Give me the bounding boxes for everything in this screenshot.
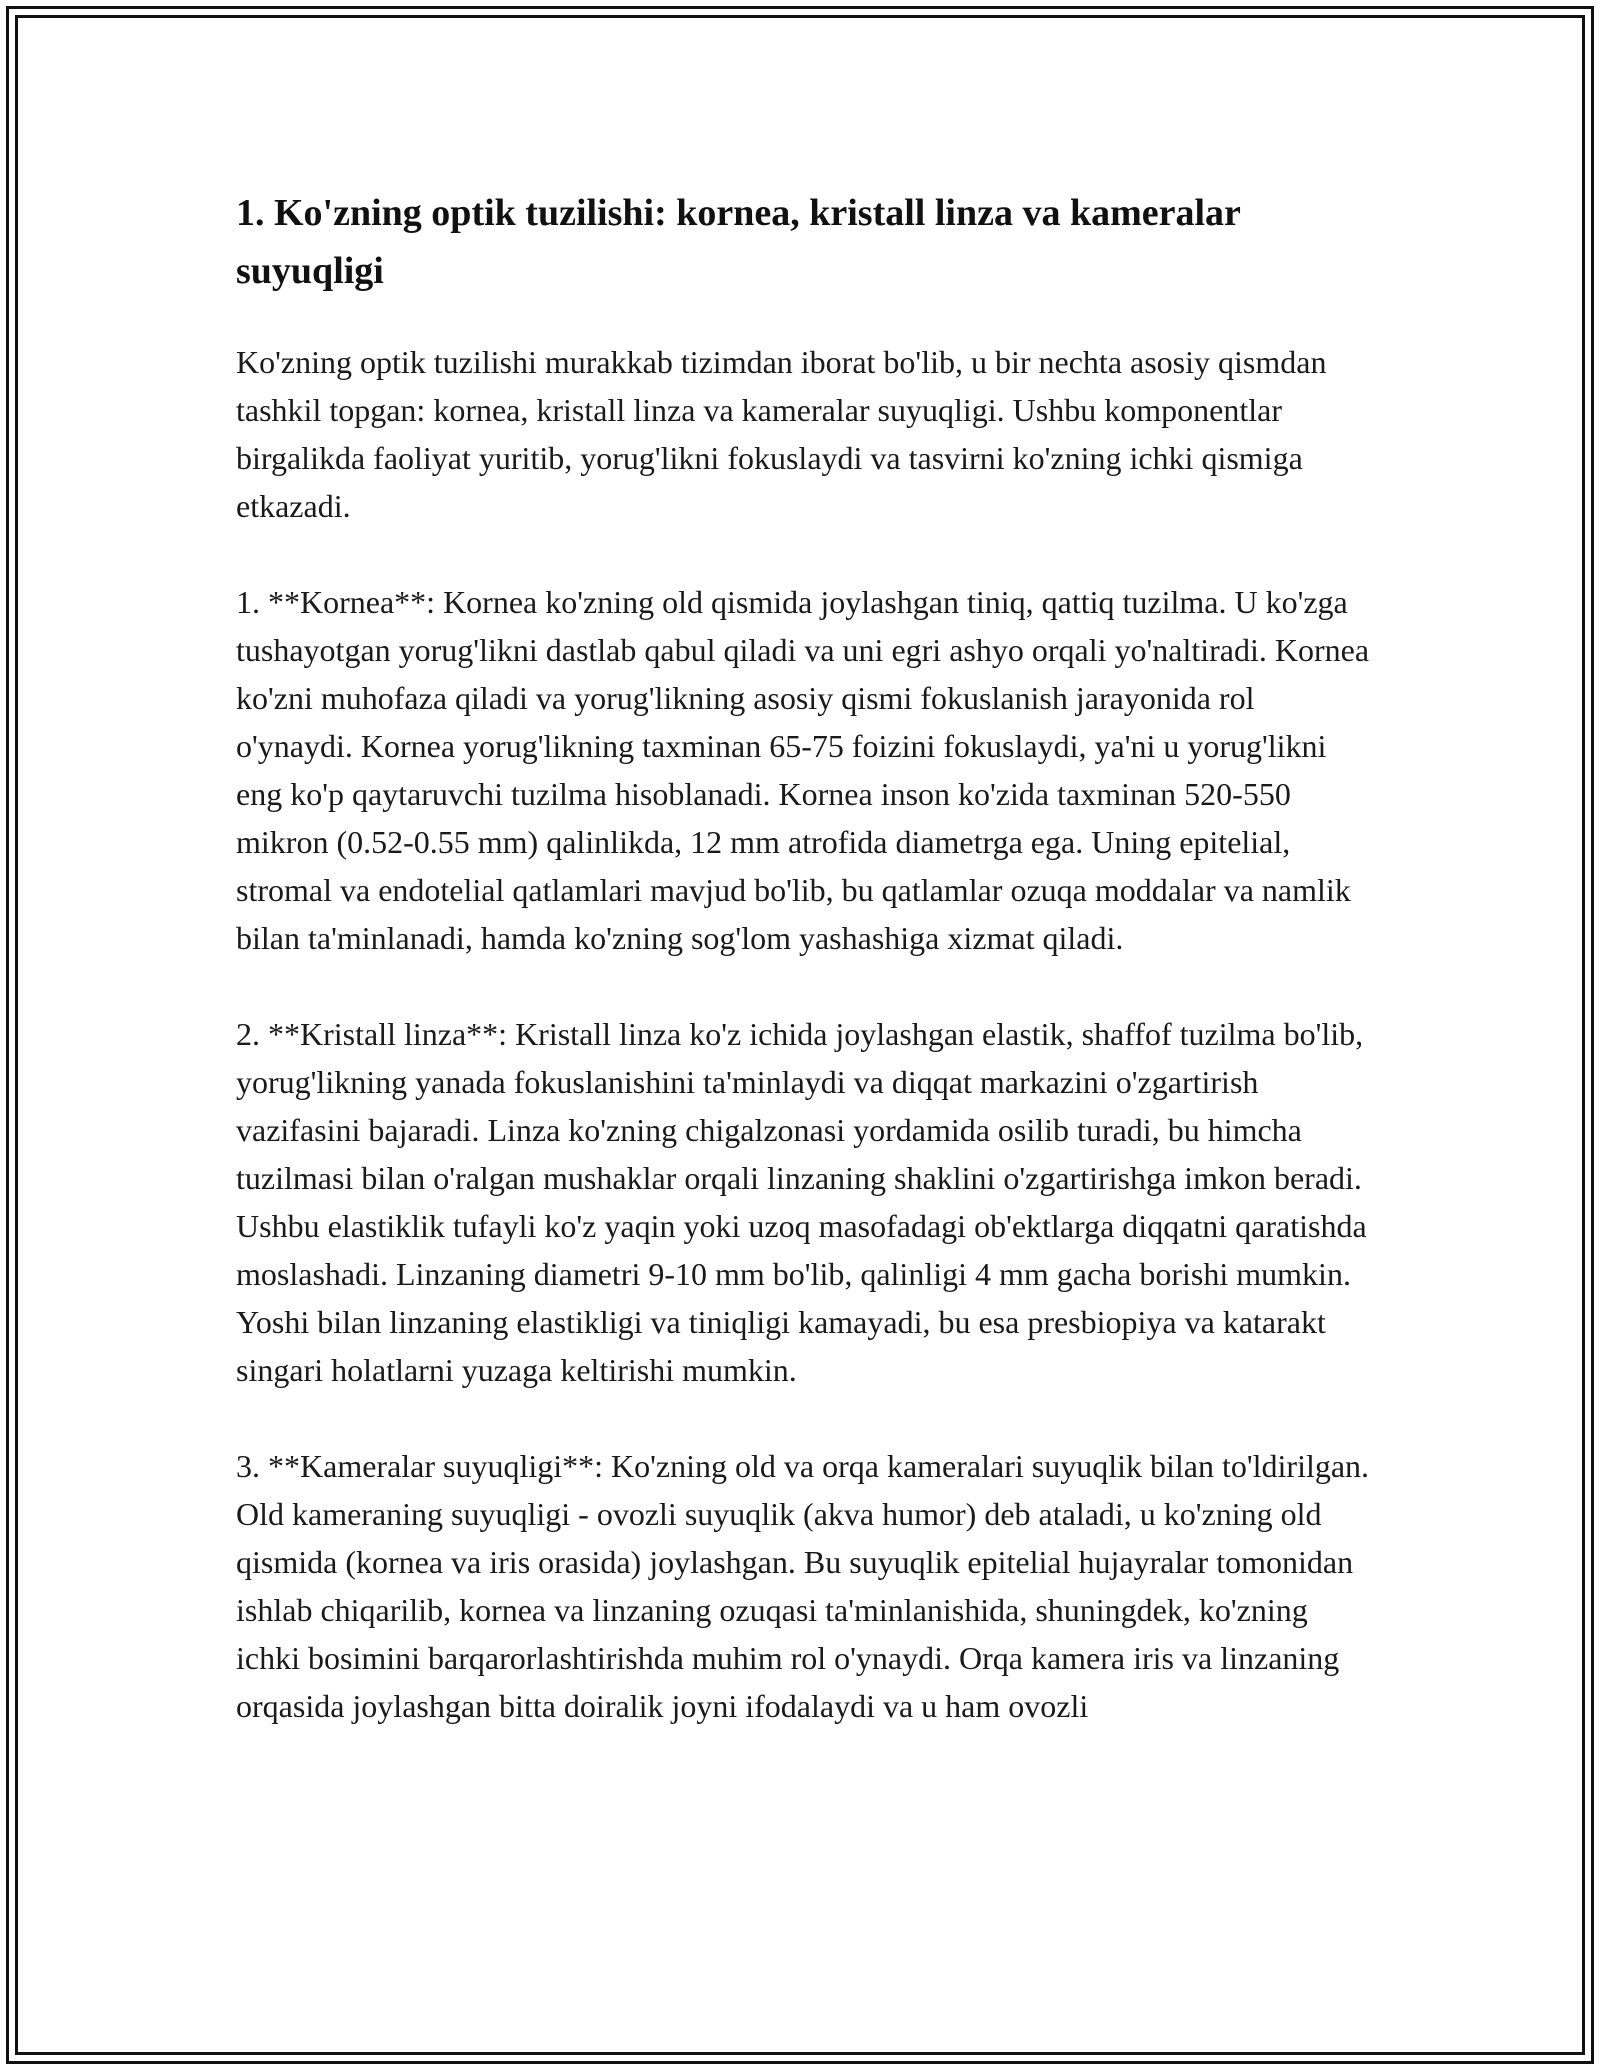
page-content xyxy=(236,184,1376,1730)
kristall-linza-paragraph: 2. **Kristall linza**: Kristall linza ko'z ichida joylashgan elastik, shaffof tuzilma bo'lib, yorug'likning yanada fokuslanishini ta'minlaydi va diqqat markazini o'zgartirish vazifasini bajaradi. Linza ko'zning chigalzonasi yordamida osilib turadi, bu himcha tuzilmasi bilan o'ralgan mushaklar orqali linzaning shaklini o'zgartirishga imkon beradi. Ushbu elastiklik tufayli ko'z yaqin yoki uzoq masofadagi ob'ektlarga diqqatni qaratishda moslashadi. Linzaning diametri 9-10 mm bo'lib, qalinligi 4 mm gacha borishi mumkin. Yoshi bilan linzaning elastikligi va tiniqligi kamayadi, bu esa presbiopiya va katarakt singari holatlarni yuzaga keltirishi mumkin. xyxy=(236,1016,1367,1388)
intro-paragraph: Ko'zning optik tuzilishi murakkab tizimdan iborat bo'lib, u bir nechta asosiy qismdan tashkil topgan: kornea, kristall linza va kameralar suyuqligi. Ushbu komponentlar birgalikda faoliyat yuritib, yorug'likni fokuslaydi va tasvirni ko'zning ichki qismiga etkazadi. xyxy=(236,344,1327,524)
kornea-paragraph: 1. **Kornea**: Kornea ko'zning old qismida joylashgan tiniq, qattiq tuzilma. U ko'zga tushayotgan yorug'likni dastlab qabul qiladi va uni egri ashyo orqali yo'naltiradi. Kornea ko'zni muhofaza qiladi va yorug'likning asosiy qismi fokuslanish jarayonida rol o'ynaydi. Kornea yorug'likning taxminan 65-75 foizini fokuslaydi, ya'ni u yorug'likni eng ko'p qaytaruvchi tuzilma hisoblanadi. Kornea inson ko'zida taxminan 520-550 mikron (0.52-0.55 mm) qalinlikda, 12 mm atrofida diametrga ega. Uning epitelial, stromal va endotelial qatlamlari mavjud bo'lib, bu qatlamlar ozuqa moddalar va namlik bilan ta'minlanadi, hamda ko'zning sog'lom yashashiga xizmat qiladi. xyxy=(236,584,1370,956)
section-heading: 1. Ko'zning optik tuzilishi: kornea, kristall linza va kameralar suyuqligi xyxy=(236,192,1241,292)
kameralar-suyuqligi-paragraph: 3. **Kameralar suyuqligi**: Ko'zning old va orqa kameralari suyuqlik bilan to'ldirilgan. Old kameraning suyuqligi - ovozli suyuqlik (akva humor) deb ataladi, u ko'zning old qismida (kornea va iris orasida) joylashgan. Bu suyuqlik epitelial hujayralar tomonidan ishlab chiqarilib, kornea va linzaning ozuqasi ta'minlanishida, shuningdek, ko'zning ichki bosimini barqarorlashtirishda muhim rol o'ynaydi. Orqa kamera iris va linzaning orqasida joylashgan bitta doiralik joyni ifodalaydi va u ham ovozli xyxy=(236,1448,1370,1724)
